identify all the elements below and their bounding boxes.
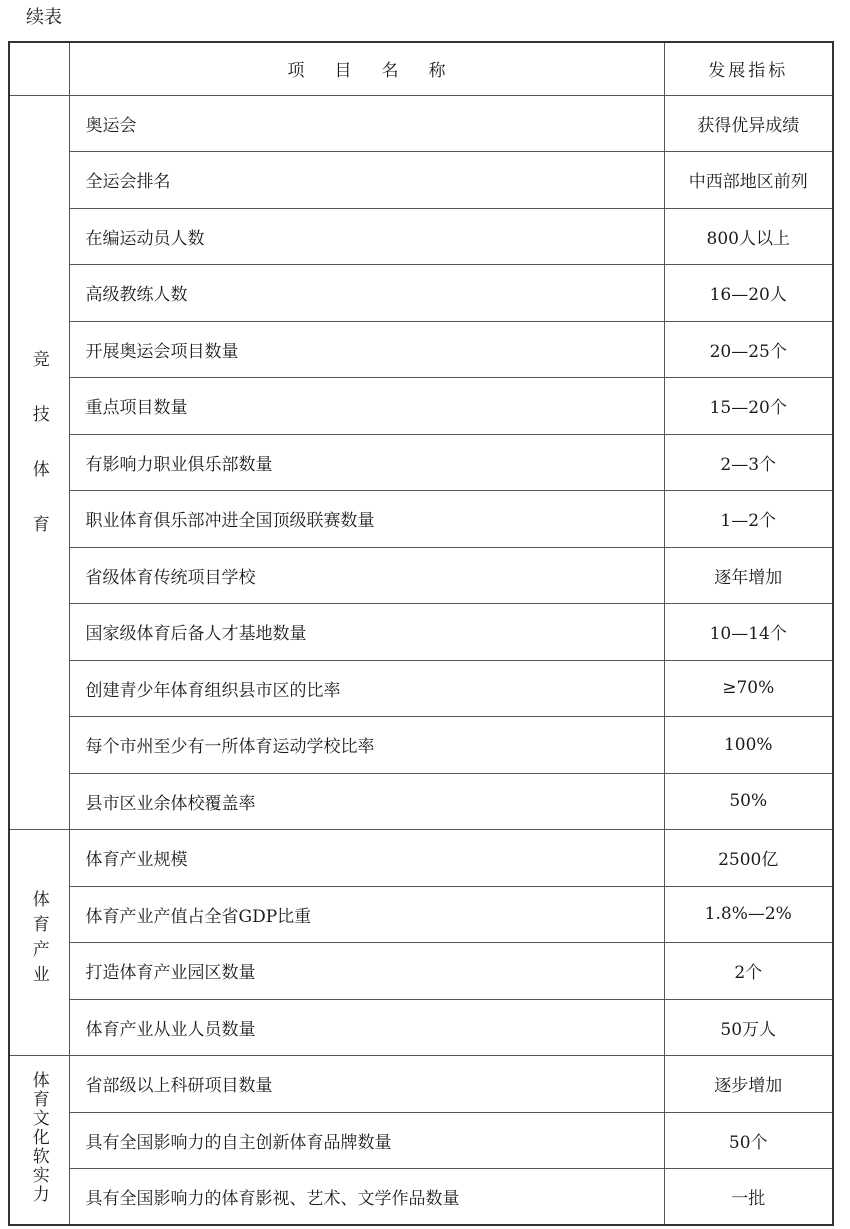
- table-row: [9, 830, 833, 887]
- category-label: 体育产业: [28, 890, 49, 990]
- table-caption: 续表: [26, 7, 62, 28]
- category-cell: [9, 830, 69, 1056]
- table-row: [9, 491, 833, 548]
- item-name-cell: 开展奥运会项目数量: [69, 321, 664, 378]
- table-row: [9, 1169, 833, 1226]
- item-name-cell: 省部级以上科研项目数量: [69, 1056, 664, 1113]
- metric-value-cell: 10—14个: [664, 604, 833, 661]
- table-row: [9, 773, 833, 830]
- metric-value-cell: ≥70%: [664, 660, 833, 717]
- header-category-cell: [9, 42, 69, 95]
- metric-value-cell: 2500亿: [664, 830, 833, 887]
- item-name-cell: 每个市州至少有一所体育运动学校比率: [69, 717, 664, 774]
- table-row: [9, 152, 833, 209]
- table-row: [9, 660, 833, 717]
- table-header-row: [9, 42, 833, 95]
- item-name-cell: 具有全国影响力的体育影视、艺术、文学作品数量: [69, 1169, 664, 1226]
- table-row: [9, 378, 833, 435]
- item-name-cell: 具有全国影响力的自主创新体育品牌数量: [69, 1112, 664, 1169]
- table-row: [9, 265, 833, 322]
- table-row: [9, 547, 833, 604]
- table-row: [9, 434, 833, 491]
- table-row: [9, 886, 833, 943]
- header-metric: 发展指标: [664, 42, 833, 95]
- metric-value-cell: 2个: [664, 943, 833, 1000]
- item-name-cell: 体育产业产值占全省GDP比重: [69, 886, 664, 943]
- metric-value-cell: 16—20人: [664, 265, 833, 322]
- metric-value-cell: 1—2个: [664, 491, 833, 548]
- item-name-cell: 在编运动员人数: [69, 208, 664, 265]
- table-row: [9, 999, 833, 1056]
- header-item-name: 项目名称: [69, 42, 664, 95]
- metric-value-cell: 中西部地区前列: [664, 152, 833, 209]
- item-name-cell: 体育产业规模: [69, 830, 664, 887]
- table-row: [9, 604, 833, 661]
- item-name-cell: 重点项目数量: [69, 378, 664, 435]
- table-body: [9, 42, 833, 1225]
- category-cell: [9, 1056, 69, 1226]
- item-name-cell: 打造体育产业园区数量: [69, 943, 664, 1000]
- metric-value-cell: 逐步增加: [664, 1056, 833, 1113]
- metric-value-cell: 获得优异成绩: [664, 95, 833, 152]
- item-name-cell: 奥运会: [69, 95, 664, 152]
- metric-value-cell: 2—3个: [664, 434, 833, 491]
- item-name-cell: 全运会排名: [69, 152, 664, 209]
- table-row: [9, 943, 833, 1000]
- item-name-cell: 县市区业余体校覆盖率: [69, 773, 664, 830]
- table-row: [9, 95, 833, 152]
- table-row: [9, 1056, 833, 1113]
- table-row: [9, 208, 833, 265]
- table-row: [9, 321, 833, 378]
- item-name-cell: 体育产业从业人员数量: [69, 999, 664, 1056]
- item-name-cell: 高级教练人数: [69, 265, 664, 322]
- category-cell: [9, 95, 69, 830]
- category-label: 竞技体育: [28, 349, 49, 570]
- metric-value-cell: 15—20个: [664, 378, 833, 435]
- metric-value-cell: 100%: [664, 717, 833, 774]
- item-name-cell: 国家级体育后备人才基地数量: [69, 604, 664, 661]
- table-row: [9, 717, 833, 774]
- metric-value-cell: 20—25个: [664, 321, 833, 378]
- item-name-cell: 创建青少年体育组织县市区的比率: [69, 660, 664, 717]
- metric-value-cell: 50万人: [664, 999, 833, 1056]
- item-name-cell: 职业体育俱乐部冲进全国顶级联赛数量: [69, 491, 664, 548]
- metric-value-cell: 50个: [664, 1112, 833, 1169]
- metric-value-cell: 800人以上: [664, 208, 833, 265]
- metric-value-cell: 一批: [664, 1169, 833, 1226]
- item-name-cell: 有影响力职业俱乐部数量: [69, 434, 664, 491]
- item-name-cell: 省级体育传统项目学校: [69, 547, 664, 604]
- table-row: [9, 1112, 833, 1169]
- metric-value-cell: 逐年增加: [664, 547, 833, 604]
- metric-value-cell: 1.8%—2%: [664, 886, 833, 943]
- metric-value-cell: 50%: [664, 773, 833, 830]
- indicator-table: [8, 41, 834, 1226]
- category-label: 体育文化软实力: [28, 1071, 49, 1204]
